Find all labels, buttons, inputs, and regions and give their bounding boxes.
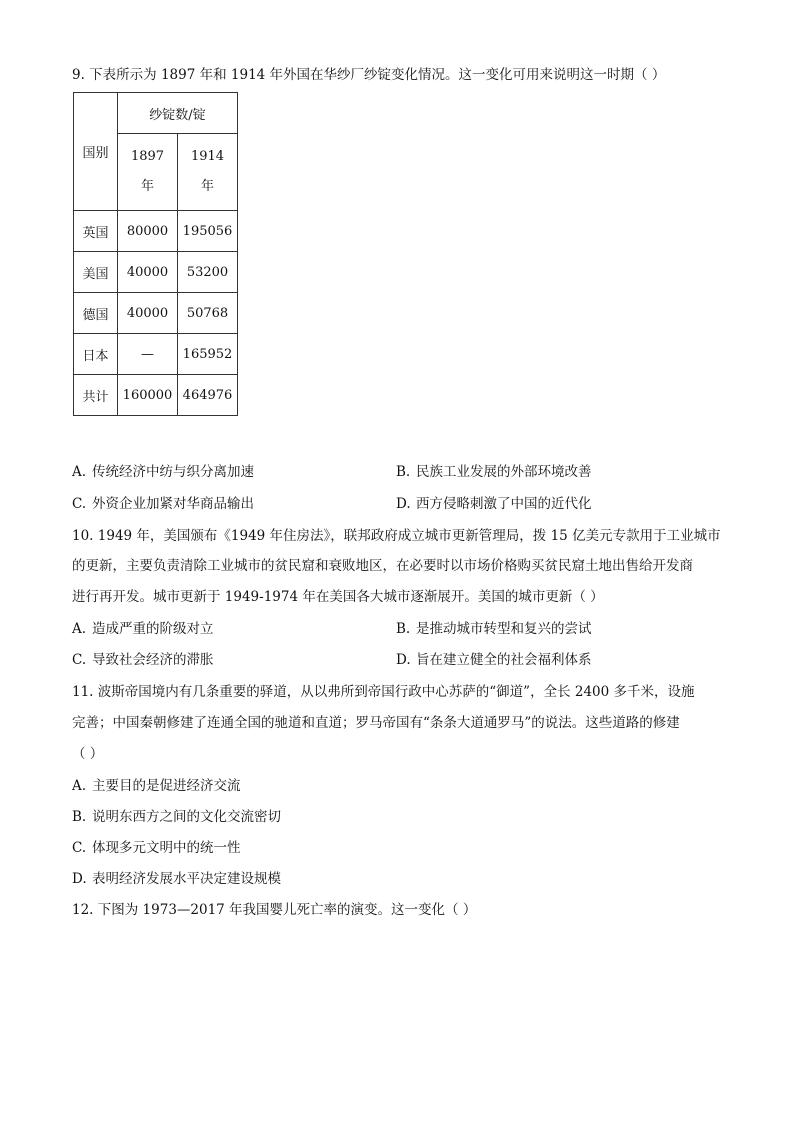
value-1897-cell: 80000: [118, 211, 178, 252]
q10-option-b[interactable]: [396, 620, 592, 638]
value-1914-cell: 195056: [178, 211, 238, 252]
q11-stem-line-3: （ ）: [72, 746, 104, 762]
q12-stem: 12. 下图为 1973—2017 年我国婴儿死亡率的演变。这一变化（ ）: [72, 902, 477, 918]
option-text: 旨在建立健全的社会福利体系: [416, 652, 592, 668]
option-text: 体现多元文明中的统一性: [92, 840, 241, 856]
q9-option-b[interactable]: [396, 463, 592, 481]
option-letter: B.: [396, 621, 411, 637]
option-text: 主要目的是促进经济交流: [92, 778, 241, 794]
option-text: 造成严重的阶级对立: [92, 621, 214, 637]
option-letter: D.: [396, 652, 411, 668]
year-header-1897: 1897 年: [118, 134, 178, 211]
year-header-1914: 1914 年: [178, 134, 238, 211]
q10-option-a[interactable]: [72, 620, 214, 638]
spindle-count-header: 纱锭数/锭: [118, 93, 238, 134]
q10-option-d[interactable]: [396, 651, 592, 669]
option-text: 传统经济中纺与织分离加速: [92, 464, 254, 480]
option-text: 民族工业发展的外部环境改善: [416, 464, 592, 480]
country-cell: 德国: [74, 293, 118, 334]
value-1897-cell: 160000: [118, 375, 178, 416]
q10-stem-line-1: 10. 1949 年，美国颁布《1949 年住房法》，联邦政府成立城市更新管理局，拨 15 亿美元专款用于工业城市: [72, 528, 721, 544]
option-text: 外资企业加紧对华商品输出: [92, 496, 254, 512]
option-letter: C.: [72, 652, 87, 668]
option-letter: C.: [72, 496, 87, 512]
value-1897-cell: —: [118, 334, 178, 375]
value-1914-cell: 165952: [178, 334, 238, 375]
value-1897-cell: 40000: [118, 252, 178, 293]
q9-option-d[interactable]: [396, 495, 592, 513]
q9-stem: 9. 下表所示为 1897 年和 1914 年外国在华纱厂纱锭变化情况。这一变化可用来说明这一时期（ ）: [72, 67, 666, 83]
value-1914-cell: 464976: [178, 375, 238, 416]
option-letter: A.: [72, 778, 87, 794]
q9-option-a[interactable]: [72, 463, 254, 481]
option-letter: C.: [72, 840, 87, 856]
option-letter: D.: [396, 496, 411, 512]
q11-stem-line-2: 完善；中国秦朝修建了连通全国的驰道和直道；罗马帝国有“条条大道通罗马”的说法。这些道路的修建: [72, 715, 680, 731]
q10-option-c[interactable]: [72, 651, 214, 669]
country-cell: 日本: [74, 334, 118, 375]
q10-stem-line-2: 的更新，主要负责清除工业城市的贫民窟和衰败地区，在必要时以市场价格购买贫民窟土地出售给开发商: [72, 558, 693, 574]
option-letter: B.: [72, 809, 87, 825]
option-text: 导致社会经济的滞胀: [92, 652, 214, 668]
table-header-row: [74, 93, 238, 134]
country-cell: 美国: [74, 252, 118, 293]
country-cell: 共计: [74, 375, 118, 416]
table-row: [74, 334, 238, 375]
country-cell: 英国: [74, 211, 118, 252]
table-row: [74, 293, 238, 334]
option-text: 是推动城市转型和复兴的尝试: [416, 621, 592, 637]
value-1914-cell: 50768: [178, 293, 238, 334]
table-row: [74, 252, 238, 293]
value-1897-cell: 40000: [118, 293, 178, 334]
option-letter: D.: [72, 871, 87, 887]
q9-option-c[interactable]: [72, 495, 254, 513]
country-header: 国别: [74, 93, 118, 211]
q11-option-b[interactable]: [72, 808, 281, 826]
spindle-table: [73, 92, 238, 416]
table-row: [74, 375, 238, 416]
option-text: 西方侵略刺激了中国的近代化: [416, 496, 592, 512]
q10-stem-line-3: 进行再开发。城市更新于 1949-1974 年在美国各大城市逐渐展开。美国的城市更新（ ）: [72, 589, 604, 605]
option-letter: B.: [396, 464, 411, 480]
q11-option-a[interactable]: [72, 777, 241, 795]
value-1914-cell: 53200: [178, 252, 238, 293]
option-text: 说明东西方之间的文化交流密切: [92, 809, 281, 825]
table-row: [74, 211, 238, 252]
q11-option-d[interactable]: [72, 870, 281, 888]
option-letter: A.: [72, 621, 87, 637]
q11-stem-line-1: 11. 波斯帝国境内有几条重要的驿道，从以弗所到帝国行政中心苏萨的“御道”，全长 2400 多千米，设施: [72, 684, 695, 700]
option-letter: A.: [72, 464, 87, 480]
q11-option-c[interactable]: [72, 839, 241, 857]
option-text: 表明经济发展水平决定建设规模: [92, 871, 281, 887]
